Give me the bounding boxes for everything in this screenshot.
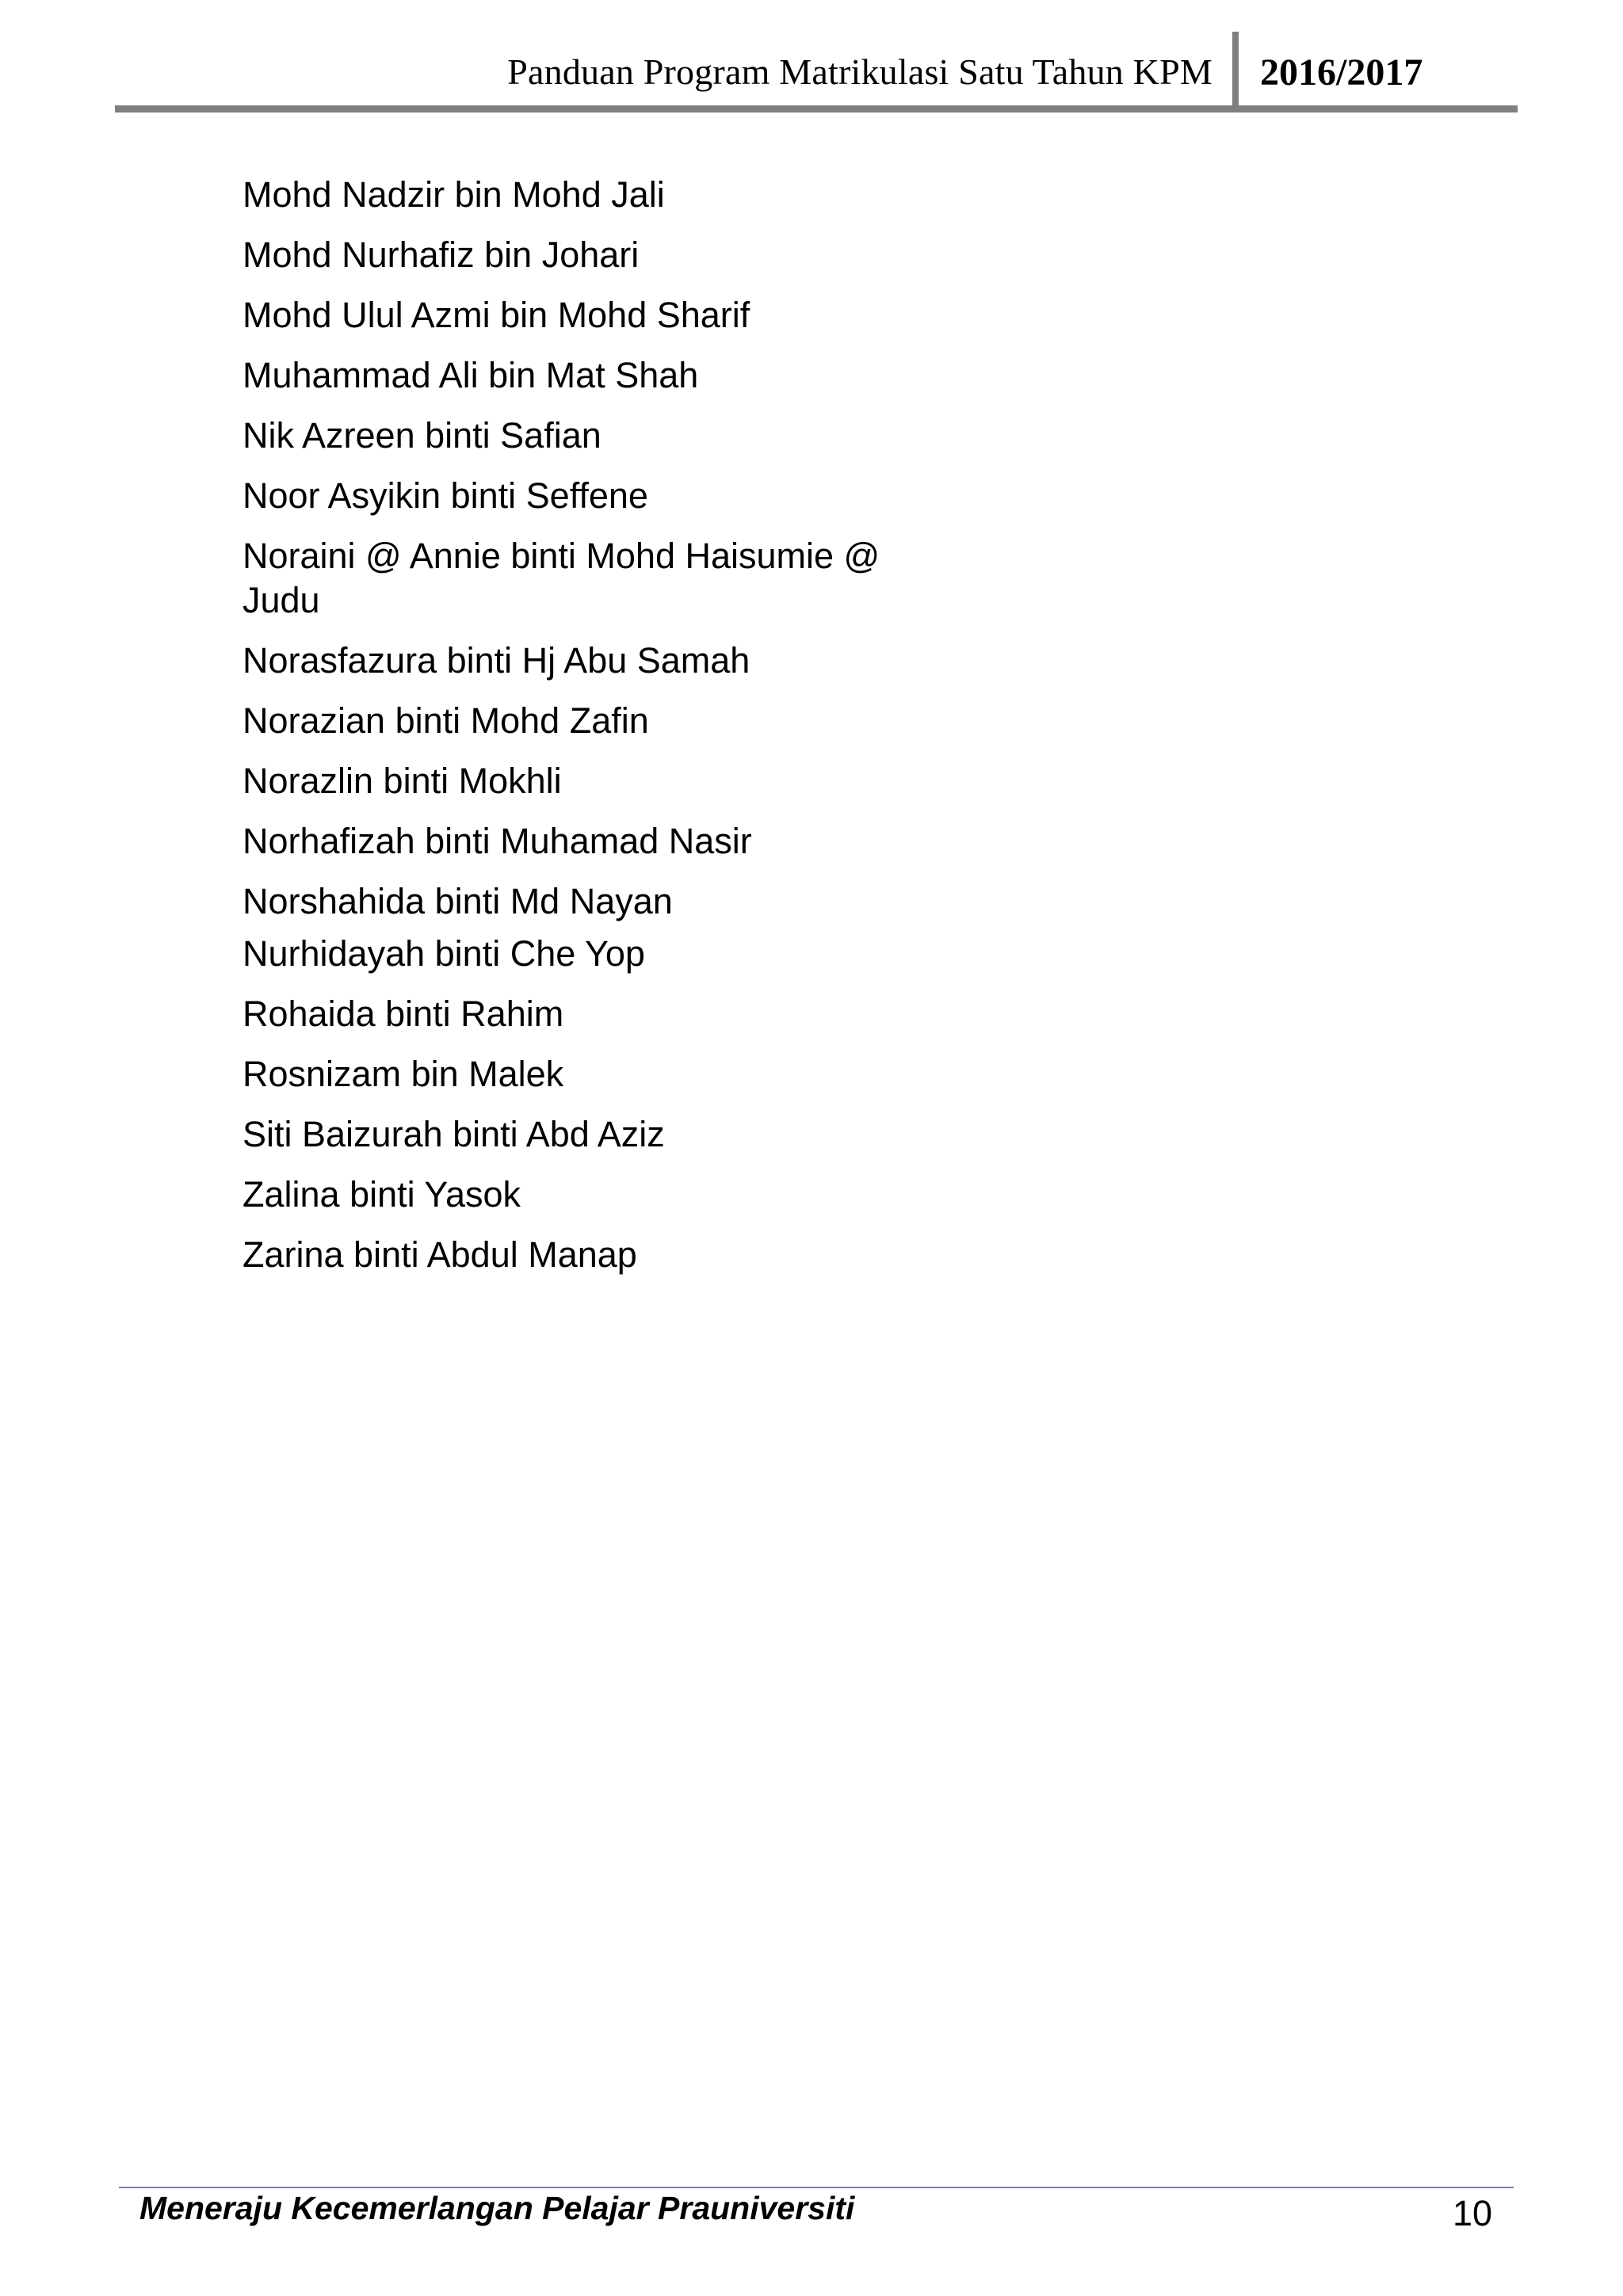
list-item: Mohd Nadzir bin Mohd Jali: [242, 174, 665, 215]
list-item: Nik Azreen binti Safian: [242, 415, 601, 456]
list-item: Norazian binti Mohd Zafin: [242, 700, 649, 741]
list-item: Zalina binti Yasok: [242, 1174, 521, 1215]
name-list: [242, 173, 956, 1293]
list-item: Norazlin binti Mokhli: [242, 761, 562, 801]
list-item: Norhafizah binti Muhamad Nasir: [242, 821, 752, 861]
footer-rule: [119, 2187, 1514, 2188]
list-item: Nurhidayah binti Che Yop: [242, 933, 645, 974]
page-number: 10: [1452, 2193, 1492, 2233]
list-item: Rohaida binti Rahim: [242, 994, 564, 1034]
list-item: Muhammad Ali bin Mat Shah: [242, 355, 699, 395]
header-divider: [1232, 32, 1239, 108]
list-item: Siti Baizurah binti Abd Aziz: [242, 1114, 665, 1154]
document-title: Panduan Program Matrikulasi Satu Tahun KPM: [507, 51, 1212, 92]
list-item: Zarina binti Abdul Manap: [242, 1234, 637, 1275]
page-header: [115, 32, 1518, 111]
list-item: Mohd Ulul Azmi bin Mohd Sharif: [242, 295, 750, 335]
list-item: Norasfazura binti Hj Abu Samah: [242, 640, 750, 681]
footer-motto: Meneraju Kecemerlangan Pelajar Prauniversiti: [139, 2190, 855, 2226]
list-item: Norshahida binti Md Nayan: [242, 881, 673, 921]
list-item: Mohd Nurhafiz bin Johari: [242, 235, 640, 275]
list-item: Noraini @ Annie binti Mohd Haisumie @ Judu: [242, 536, 880, 620]
document-year: 2016/2017: [1260, 51, 1423, 93]
header-rule: [115, 105, 1518, 113]
list-item: Noor Asyikin binti Seffene: [242, 475, 648, 516]
list-item: Rosnizam bin Malek: [242, 1054, 564, 1094]
